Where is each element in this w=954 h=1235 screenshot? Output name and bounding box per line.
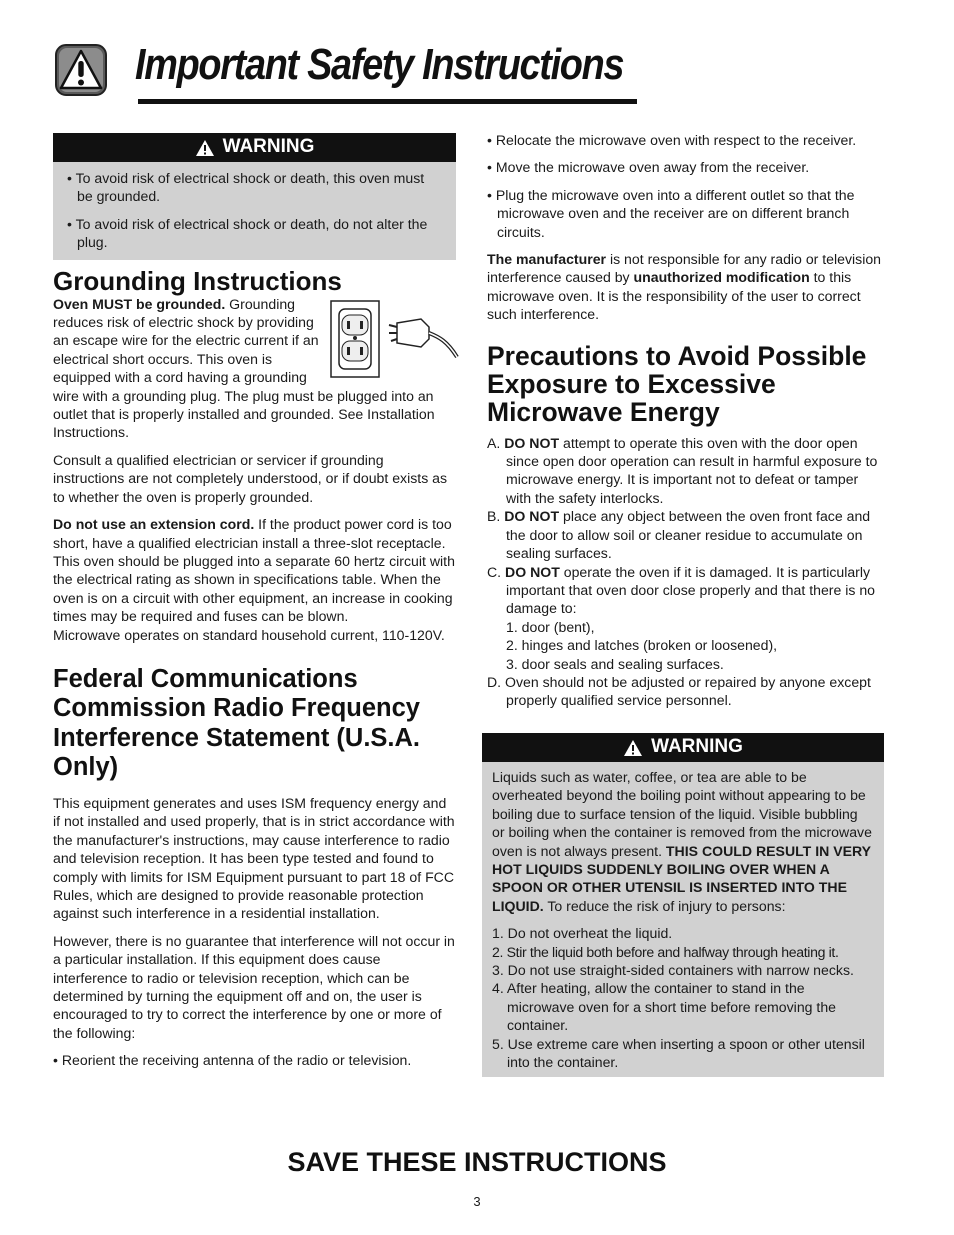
- precaution-item-a: A. DO NOT attempt to operate this oven with the door open since open door operation can result in harmful exposure to microwave energy. It is important not to defeat or tamper with the safety interlocks.: [487, 434, 878, 506]
- page-title: Important Safety Instructions: [135, 40, 624, 89]
- warning-triangle-icon: [195, 139, 215, 157]
- fcc-bullet: • Reorient the receiving antenna of the radio or television.: [53, 1052, 412, 1069]
- fcc-bullet: • Relocate the microwave oven with respect to the receiver.: [487, 132, 857, 148]
- left-column: [53, 133, 456, 1070]
- list-item: 4. After heating, allow the container to stand in the microwave oven for a short time before removing the container.: [492, 980, 837, 1034]
- warning-label: WARNING: [222, 136, 315, 158]
- precautions-list: [487, 434, 885, 710]
- list-item: 1. door (bent),: [506, 618, 595, 635]
- grounding-heading: Grounding Instructions: [53, 265, 342, 296]
- precautions-heading: Precautions to Avoid Possible Exposure to Excessive Microwave Energy: [487, 340, 867, 427]
- manufacturer-paragraph: The manufacturer is not responsible for any radio or television interference caused by unauthorized modification to this microwave oven. It is the responsibility of the user to correct such interference.: [487, 251, 882, 323]
- warning-label: WARNING: [651, 736, 743, 758]
- warning-triangle-icon: [55, 44, 107, 96]
- warning-list: [492, 924, 872, 1071]
- page-number: 3: [473, 1194, 481, 1209]
- warning-item: • To avoid risk of electrical shock or death, do not alter the plug.: [67, 215, 428, 251]
- warning-triangle-icon: [623, 739, 643, 757]
- warning-paragraph: Liquids such as water, coffee, or tea are able to be overheated beyond the boiling point without appearing to be boiling due to surface tension of the liquid. Visible bubbling or boiling when the container is removed from the microwave oven is not always present. THIS COULD RESULT IN VERY HOT LIQUIDS SUDDENLY BOILING OVER WHEN A SPOON OR OTHER UTENSIL IS INSERTED INTO THE LIQUID. To reduce the risk of injury to persons:: [492, 769, 872, 914]
- fcc-heading: Federal Communications Commission Radio Frequency Interference Statement (U.S.A. Only): [53, 664, 421, 782]
- list-item: 3. door seals and sealing surfaces.: [506, 655, 724, 672]
- precaution-item-d: D. Oven should not be adjusted or repaired by anyone except properly qualified service personnel.: [487, 673, 871, 709]
- outlet-and-plug-illustration: [329, 297, 459, 379]
- list-item: 2. Stir the liquid both before and halfway through heating it.: [492, 943, 839, 960]
- warning-box-liquids: [482, 733, 884, 1077]
- fcc-paragraph-1: This equipment generates and uses ISM frequency energy and if not installed and used properly, that is in strict accordance with the manufacturer's instructions, may cause interference to radio and television reception. It has been type tested and found to comply with limits for ISM Equipment pursuant to part 18 of FCC Rules, which are designed to provide reasonable protection against such interference in a residential installation.: [53, 794, 455, 922]
- right-column: [487, 131, 885, 710]
- grounding-paragraph-1: Oven MUST be grounded. Grounding reduces risk of electric shock by providing an escape wire for the electric current if an electrical short occurs. This oven is equipped with a cord having a grounding wire with a grounding plug. The plug must be plugged into an outlet that is properly installed and grounded. See Installation Instructions.: [53, 295, 435, 441]
- warning-header: [53, 133, 456, 162]
- grounding-paragraph-3: Do not use an extension cord. If the product power cord is too short, have a qualified electrician install a three-slot receptacle. This oven should be plugged into a separate 60 hertz circuit with the electrical rating as shown in specifications table. When the oven is on a circuit with other equipment, an increase in cooking times may be required and fuses can be blown.: [53, 516, 455, 625]
- list-item: 5. Use extreme care when inserting a spoon or other utensil into the container.: [492, 1035, 865, 1071]
- title-underline: [138, 99, 637, 104]
- list-item: 2. hinges and latches (broken or loosened),: [506, 637, 778, 654]
- warning-item: • To avoid risk of electrical shock or death, this oven must be grounded.: [67, 170, 425, 205]
- grounding-paragraph-2: Consult a qualified electrician or servicer if grounding instructions are not completely understood, or if doubt exists as to whether the oven is properly grounded.: [53, 451, 448, 505]
- precaution-subitems: [487, 618, 885, 673]
- list-item: 1. Do not overheat the liquid.: [492, 925, 673, 942]
- fcc-bullet: • Plug the microwave oven into a different outlet so that the microwave oven and the receiver are on different branch circuits.: [487, 186, 855, 240]
- save-instructions-footer: SAVE THESE INSTRUCTIONS: [287, 1147, 667, 1177]
- warning-header: [482, 733, 884, 762]
- warning-box-grounding: [53, 133, 456, 260]
- precaution-item-b: B. DO NOT place any object between the oven front face and the door to allow soil or cleaner residue to accumulate on sealing surfaces.: [487, 508, 871, 562]
- fcc-paragraph-2: However, there is no guarantee that interference will not occur in a particular installation. If this equipment does cause interference to radio or television reception, which can be determined by turning the equipment off and on, the user is encouraged to try to correct the interference by one or more of the following:: [53, 932, 455, 1041]
- precaution-item-c: C. DO NOT operate the oven if it is damaged. It is particularly important that oven door close properly and that there is no damage to:: [487, 563, 876, 617]
- grounding-paragraph-4: Microwave operates on standard household current, 110-120V.: [53, 626, 445, 643]
- fcc-bullet: • Move the microwave oven away from the receiver.: [487, 159, 810, 176]
- list-item: 3. Do not use straight-sided containers with narrow necks.: [492, 962, 854, 979]
